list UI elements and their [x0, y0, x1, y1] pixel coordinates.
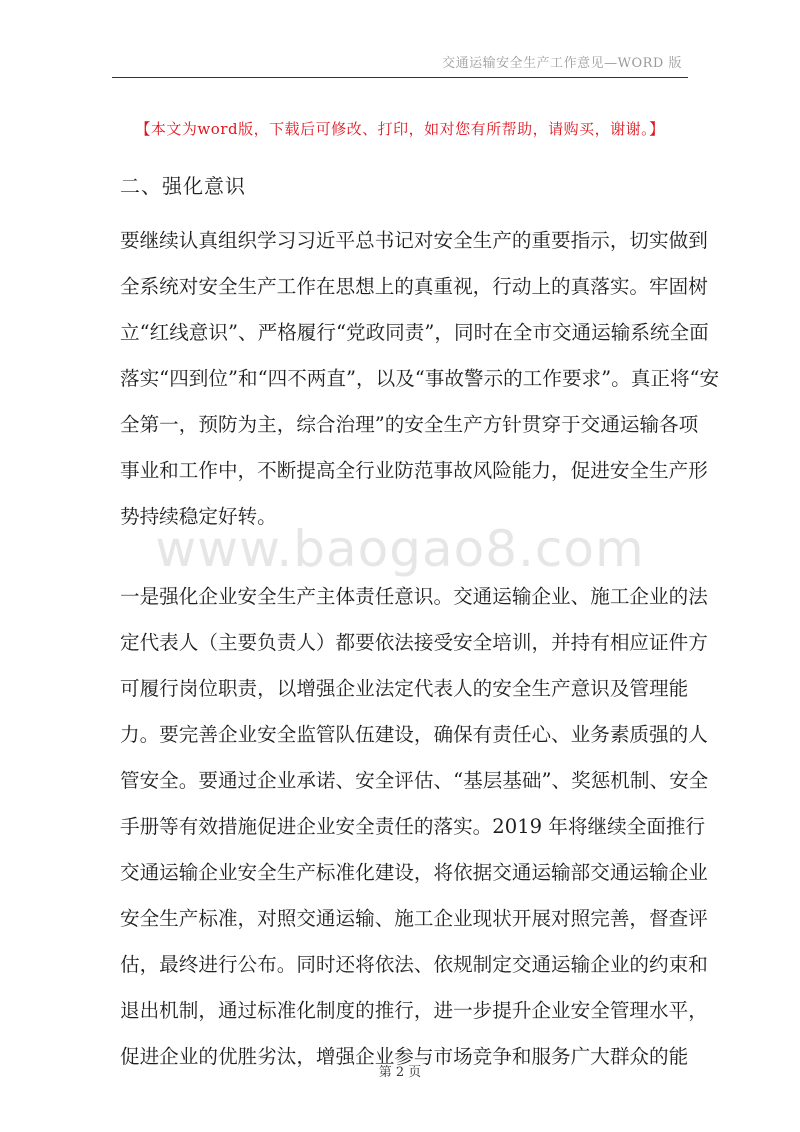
paragraph-line: 安全生产标准，对照交通运输、施工企业现状开展对照完善，督查评 [120, 907, 708, 930]
paragraph-line: 定代表人（主要负责人）都要依法接受安全培训，并持有相应证件方 [120, 631, 708, 654]
paragraph-line: 退出机制，通过标准化制度的推行，进一步提升企业安全管理水平， [120, 999, 708, 1022]
paragraph-line: 交通运输企业安全生产标准化建设，将依据交通运输部交通运输企业 [120, 861, 708, 884]
watermark: www.baogao8.com [155, 520, 645, 578]
section-heading: 二、强化意识 [120, 174, 246, 198]
paragraph-line: 一是强化企业安全生产主体责任意识。交通运输企业、施工企业的法 [120, 585, 708, 608]
paragraph-line: 事业和工作中，不断提高全行业防范事故风险能力，促进安全生产形 [120, 459, 708, 482]
paragraph-line: 力。要完善企业安全监管队伍建设，确保有责任心、业务素质强的人 [120, 723, 708, 746]
paragraph-line: 势持续稳定好转。 [120, 505, 277, 528]
paragraph-line: 全系统对安全生产工作在思想上的真重视，行动上的真落实。牢固树 [120, 275, 708, 298]
body-paragraph-2 [120, 574, 709, 1080]
paragraph-line: 可履行岗位职责，以增强企业法定代表人的安全生产意识及管理能 [120, 677, 689, 700]
paragraph-line: 管安全。要通过企业承诺、安全评估、“基层基础”、奖惩机制、安全 [120, 769, 709, 792]
download-notice: 【本文为word版，下载后可修改、打印，如对您有所帮助，请购买，谢谢。】 [135, 120, 665, 138]
header-divider [112, 77, 688, 78]
document-header-title: 交通运输安全生产工作意见—WORD 版 [442, 56, 682, 71]
paragraph-line: 手册等有效措施促进企业安全责任的落实。2019 年将继续全面推行 [120, 815, 706, 838]
paragraph-line: 立“红线意识”、严格履行“党政同责”，同时在全市交通运输系统全面 [120, 321, 709, 344]
body-paragraph-1 [120, 218, 720, 540]
paragraph-line: 落实“四到位”和“四不两直”，以及“事故警示的工作要求”。真正将“安 [120, 367, 720, 390]
paragraph-line: 估，最终进行公布。同时还将依法、依规制定交通运输企业的约束和 [120, 953, 708, 976]
paragraph-line: 促进企业的优胜劣汰，增强企业参与市场竞争和服务广大群众的能 [120, 1045, 689, 1068]
paragraph-line: 要继续认真组织学习习近平总书记对安全生产的重要指示，切实做到 [120, 229, 708, 252]
paragraph-line: 全第一，预防为主，综合治理”的安全生产方针贯穿于交通运输各项 [120, 413, 699, 436]
page-number: 第 2 页 [378, 1065, 422, 1080]
